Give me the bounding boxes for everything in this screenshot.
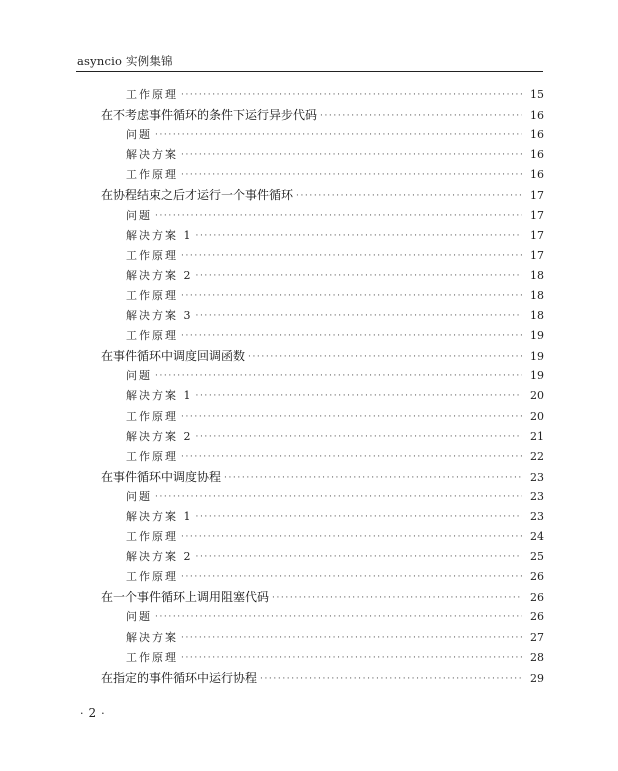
toc-entry-label: 解决方案 1 — [126, 228, 193, 242]
toc-entry-page: 20 — [530, 389, 544, 403]
toc-entry-label: 工作原理 — [126, 288, 178, 302]
toc-entry-page: 26 — [530, 570, 544, 584]
toc-dot-leader — [181, 326, 522, 346]
toc-entry-label: 解决方案 1 — [126, 509, 193, 523]
toc-section-entry[interactable] — [101, 668, 544, 688]
toc-entry-page: 26 — [530, 610, 544, 624]
toc-entry-page: 18 — [530, 268, 544, 282]
toc-dot-leader — [181, 447, 522, 467]
toc-entry-label: 工作原理 — [126, 248, 178, 262]
toc-dot-leader — [196, 547, 523, 567]
toc-dot-leader — [196, 386, 523, 406]
toc-entry-label: 解决方案 — [126, 630, 178, 644]
toc-subsection-entry[interactable] — [101, 607, 544, 627]
toc-entry-label: 在事件循环中调度回调函数 — [101, 349, 246, 364]
toc-entry-page: 17 — [530, 189, 544, 203]
toc-dot-leader — [181, 527, 522, 547]
toc-subsection-entry[interactable] — [101, 487, 544, 507]
toc-subsection-entry[interactable] — [101, 326, 544, 346]
toc-dot-leader — [196, 226, 523, 246]
toc-entry-page: 19 — [530, 369, 544, 383]
toc-entry-page: 19 — [530, 350, 544, 364]
toc-subsection-entry[interactable] — [101, 306, 544, 326]
toc-entry-label: 工作原理 — [126, 329, 178, 343]
toc-entry-label: 工作原理 — [126, 650, 178, 664]
toc-dot-leader — [181, 648, 522, 668]
toc-dot-leader — [155, 125, 522, 145]
toc-entry-page: 26 — [530, 591, 544, 605]
toc-entry-label: 解决方案 2 — [126, 550, 193, 564]
page-footer — [80, 706, 105, 720]
toc-entry-label: 解决方案 — [126, 148, 178, 162]
toc-entry-label: 工作原理 — [126, 570, 178, 584]
toc-dot-leader — [181, 286, 522, 306]
toc-subsection-entry[interactable] — [101, 527, 544, 547]
toc-entry-page: 20 — [530, 409, 544, 423]
toc-subsection-entry[interactable] — [101, 145, 544, 165]
toc-dot-leader — [196, 427, 523, 447]
footer-bullet-right: · — [101, 706, 105, 720]
toc-entry-label: 问题 — [126, 610, 152, 624]
toc-entry-page: 22 — [530, 449, 544, 463]
toc-subsection-entry[interactable] — [101, 386, 544, 406]
toc-entry-label: 问题 — [126, 489, 152, 503]
toc-dot-leader — [296, 186, 522, 206]
toc-entry-page: 16 — [530, 128, 544, 142]
book-title: asyncio 实例集锦 — [77, 54, 173, 68]
toc-entry-label: 工作原理 — [126, 449, 178, 463]
toc-dot-leader — [196, 266, 523, 286]
toc-entry-page: 15 — [530, 88, 544, 101]
page-number: 2 — [88, 706, 97, 720]
toc-subsection-entry[interactable] — [101, 165, 544, 185]
toc-subsection-entry[interactable] — [101, 366, 544, 386]
toc-subsection-entry[interactable] — [101, 226, 544, 246]
toc-entry-label: 问题 — [126, 369, 152, 383]
toc-subsection-entry[interactable] — [101, 286, 544, 306]
toc-dot-leader — [155, 206, 522, 226]
toc-subsection-entry[interactable] — [101, 206, 544, 226]
toc-entry-label: 工作原理 — [126, 168, 178, 182]
toc-subsection-entry[interactable] — [101, 407, 544, 427]
toc-entry-label: 解决方案 2 — [126, 429, 193, 443]
toc-dot-leader — [181, 246, 522, 266]
toc-entry-page: 19 — [530, 329, 544, 343]
toc-entry-label: 工作原理 — [126, 88, 178, 101]
toc-dot-leader — [155, 607, 522, 627]
toc-entry-label: 问题 — [126, 128, 152, 142]
toc-entry-page: 16 — [530, 168, 544, 182]
toc-subsection-entry[interactable] — [101, 246, 544, 266]
toc-dot-leader — [196, 507, 523, 527]
toc-subsection-entry[interactable] — [101, 266, 544, 286]
toc-entry-page: 18 — [530, 288, 544, 302]
toc-entry-label: 工作原理 — [126, 530, 178, 544]
toc-entry-label: 问题 — [126, 208, 152, 222]
toc-subsection-entry[interactable] — [101, 547, 544, 567]
toc-subsection-entry[interactable] — [101, 85, 544, 105]
toc-subsection-entry[interactable] — [101, 447, 544, 467]
toc-dot-leader — [248, 347, 522, 367]
toc-dot-leader — [155, 487, 522, 507]
toc-entry-page: 21 — [530, 429, 544, 443]
toc-entry-page: 27 — [530, 630, 544, 644]
toc-entry-label: 在事件循环中调度协程 — [101, 469, 222, 484]
toc-entry-page: 16 — [530, 148, 544, 162]
toc-dot-leader — [155, 366, 522, 386]
toc-entry-page: 18 — [530, 309, 544, 323]
toc-dot-leader — [181, 628, 522, 648]
toc-dot-leader — [181, 567, 522, 587]
toc-entry-page: 29 — [530, 671, 544, 685]
toc-entry-label: 解决方案 2 — [126, 268, 193, 282]
toc-dot-leader — [181, 145, 522, 165]
toc-subsection-entry[interactable] — [101, 648, 544, 668]
toc-entry-page: 16 — [530, 109, 544, 123]
toc-entry-page: 17 — [530, 228, 544, 242]
table-of-contents — [101, 85, 544, 688]
toc-entry-page: 24 — [530, 530, 544, 544]
toc-entry-label: 解决方案 3 — [126, 309, 193, 323]
toc-section-entry[interactable] — [101, 346, 544, 366]
toc-dot-leader — [196, 306, 523, 326]
toc-dot-leader — [272, 588, 522, 608]
toc-entry-label: 在协程结束之后才运行一个事件循环 — [101, 188, 294, 203]
toc-section-entry[interactable] — [101, 467, 544, 487]
toc-dot-leader — [181, 165, 522, 185]
toc-subsection-entry[interactable] — [101, 628, 544, 648]
toc-subsection-entry[interactable] — [101, 427, 544, 447]
toc-dot-leader — [260, 669, 522, 689]
toc-section-entry[interactable] — [101, 587, 544, 607]
toc-entry-page: 23 — [530, 509, 544, 523]
toc-section-entry[interactable] — [101, 105, 544, 125]
footer-bullet-left: · — [80, 706, 84, 720]
toc-dot-leader — [181, 407, 522, 427]
toc-entry-label: 在一个事件循环上调用阻塞代码 — [101, 590, 270, 605]
toc-subsection-entry[interactable] — [101, 567, 544, 587]
toc-entry-page: 17 — [530, 248, 544, 262]
toc-dot-leader — [320, 106, 522, 126]
toc-entry-label: 工作原理 — [126, 409, 178, 423]
toc-entry-label: 解决方案 1 — [126, 389, 193, 403]
toc-entry-label: 在指定的事件循环中运行协程 — [101, 670, 258, 685]
toc-entry-label: 在不考虑事件循环的条件下运行异步代码 — [101, 108, 318, 123]
toc-dot-leader — [181, 85, 522, 105]
toc-section-entry[interactable] — [101, 185, 544, 205]
toc-entry-page: 23 — [530, 470, 544, 484]
toc-entry-page: 28 — [530, 650, 544, 664]
running-header — [76, 52, 543, 72]
toc-subsection-entry[interactable] — [101, 507, 544, 527]
toc-entry-page: 25 — [530, 550, 544, 564]
toc-entry-page: 23 — [530, 489, 544, 503]
toc-subsection-entry[interactable] — [101, 125, 544, 145]
toc-entry-page: 17 — [530, 208, 544, 222]
toc-dot-leader — [224, 468, 522, 488]
